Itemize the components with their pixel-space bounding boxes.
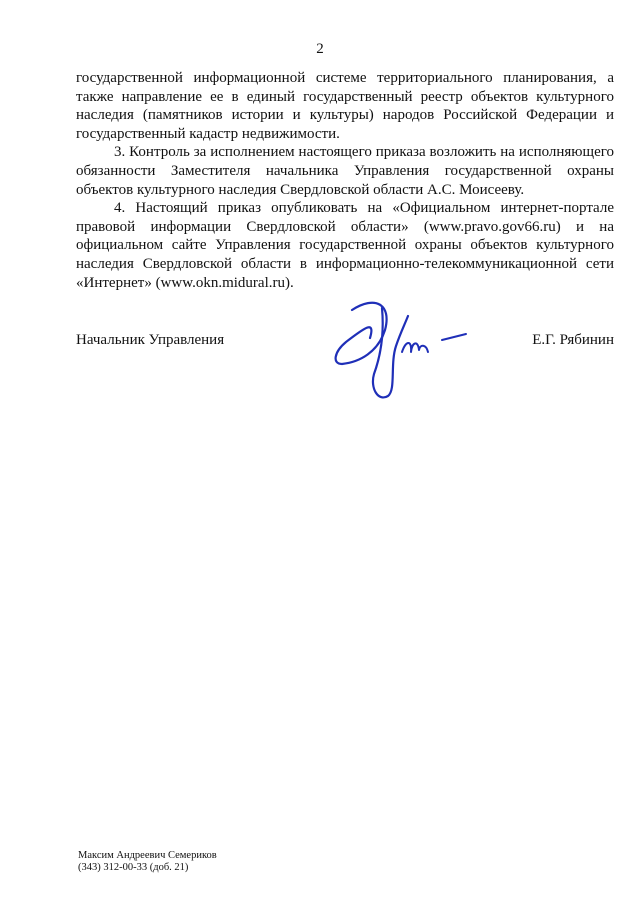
paragraph-continuation: государственной информационной системе территориального планирования, а также направление ее в единый государственный реестр объектов культурного наследия (памятников истории и культуры) народов Российской Федерации и государственный кадастр недвижимости. xyxy=(76,70,614,142)
document-body xyxy=(76,69,614,292)
executor-name: Максим Андреевич Семериков xyxy=(78,850,217,861)
signatory-position: Начальник Управления xyxy=(76,332,225,348)
executor-contact xyxy=(78,850,217,874)
paragraph-publication-clause: 4. Настоящий приказ опубликовать на «Официальном интернет-портале правовой информации Свердловской области» (www.pravo.gov66.ru) и на официальном сайте Управления государственной охраны объектов культурного наследия Свердловской области в информационно-телекоммуникационной сети «Интернет» (www.okn.midural.ru). xyxy=(76,200,614,291)
handwritten-signature xyxy=(330,290,480,410)
executor-phone: (343) 312-00-33 (доб. 21) xyxy=(78,862,189,873)
paragraph-control-clause: 3. Контроль за исполнением настоящего приказа возложить на исполняющего обязанности Заместителя начальника Управления государственной охраны объектов культурного наследия Свердловской области А.С. Моисееву. xyxy=(76,144,614,198)
page-number: 2 xyxy=(316,41,324,57)
signatory-name: Е.Г. Рябинин xyxy=(532,332,614,348)
